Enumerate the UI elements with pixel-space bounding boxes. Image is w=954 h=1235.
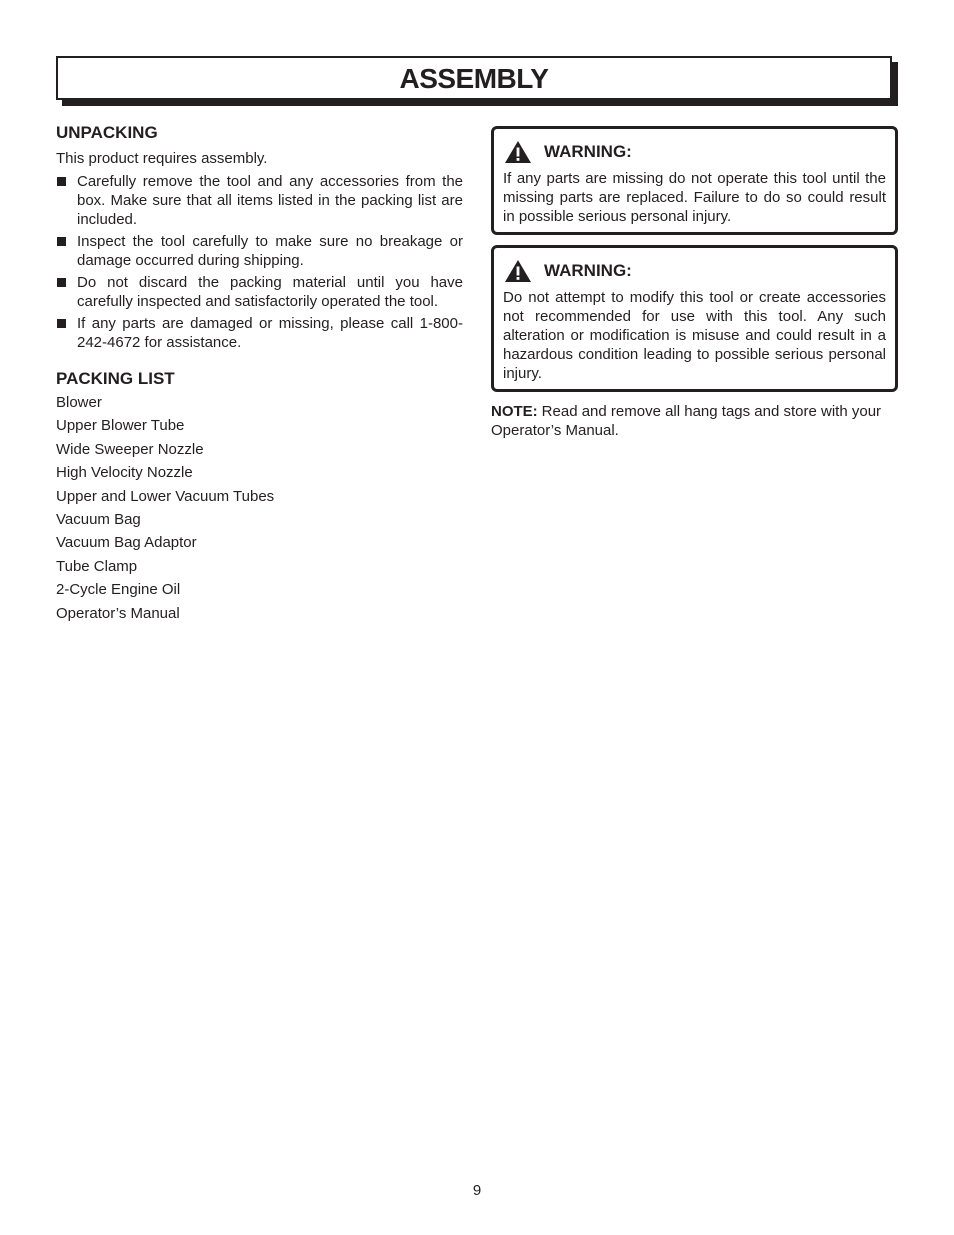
warning-triangle-icon <box>504 259 532 283</box>
list-item: 2-Cycle Engine Oil <box>56 581 181 599</box>
page-title: ASSEMBLY <box>399 63 549 94</box>
note-paragraph <box>491 402 898 440</box>
warning-header <box>503 139 886 165</box>
list-item: Wide Sweeper Nozzle <box>56 440 204 458</box>
list-item: Carefully remove the tool and any accessories from the box. Make sure that all items listed in the packing list are included. <box>56 172 463 229</box>
unpacking-heading: UNPACKING <box>56 123 158 142</box>
list-item: If any parts are damaged or missing, please call 1-800-242-4672 for assistance. <box>56 314 463 352</box>
warning-text: Do not attempt to modify this tool or create accessories not recommended for use with this tool. Any such alteration or modification is misuse and could result in a hazardous condition leading to possible serious personal injury. <box>503 289 886 382</box>
list-item: Blower <box>56 394 102 411</box>
warning-text: If any parts are missing do not operate this tool until the missing parts are replaced. Failure to do so could result in possible serious personal injury. <box>503 170 886 225</box>
left-column <box>56 122 463 627</box>
note-label: NOTE: <box>491 403 538 420</box>
list-item: Operator’s Manual <box>56 604 180 622</box>
list-item: Do not discard the packing material until you have carefully inspected and satisfactorily operated the tool. <box>56 273 463 311</box>
page-number: 9 <box>472 1182 482 1199</box>
unpacking-intro: This product requires assembly. <box>56 150 268 167</box>
warning-box-modification <box>491 245 898 392</box>
bullet-square-icon <box>57 319 66 328</box>
warning-label: WARNING: <box>544 142 632 161</box>
warning-header <box>503 258 886 284</box>
list-item: High Velocity Nozzle <box>56 464 193 482</box>
note-text: Read and remove all hang tags and store with your Operator’s Manual. <box>491 403 882 439</box>
warning-triangle-icon <box>504 140 532 164</box>
bullet-square-icon <box>57 278 66 287</box>
list-item: Vacuum Bag Adaptor <box>56 534 197 552</box>
packing-list-heading: PACKING LIST <box>56 369 175 388</box>
list-item: Tube Clamp <box>56 557 138 575</box>
unpacking-bullet-list <box>56 172 463 352</box>
warning-label: WARNING: <box>544 261 632 280</box>
right-column <box>491 126 898 440</box>
list-item: Inspect the tool carefully to make sure no breakage or damage occurred during shipping. <box>56 232 463 270</box>
list-item: Vacuum Bag <box>56 510 141 528</box>
bullet-square-icon <box>57 237 66 246</box>
list-item: Upper and Lower Vacuum Tubes <box>56 487 275 505</box>
bullet-square-icon <box>57 177 66 186</box>
packing-list <box>56 393 463 623</box>
warning-box-missing-parts <box>491 126 898 235</box>
section-title-bar <box>56 56 892 100</box>
list-item: Upper Blower Tube <box>56 417 185 435</box>
